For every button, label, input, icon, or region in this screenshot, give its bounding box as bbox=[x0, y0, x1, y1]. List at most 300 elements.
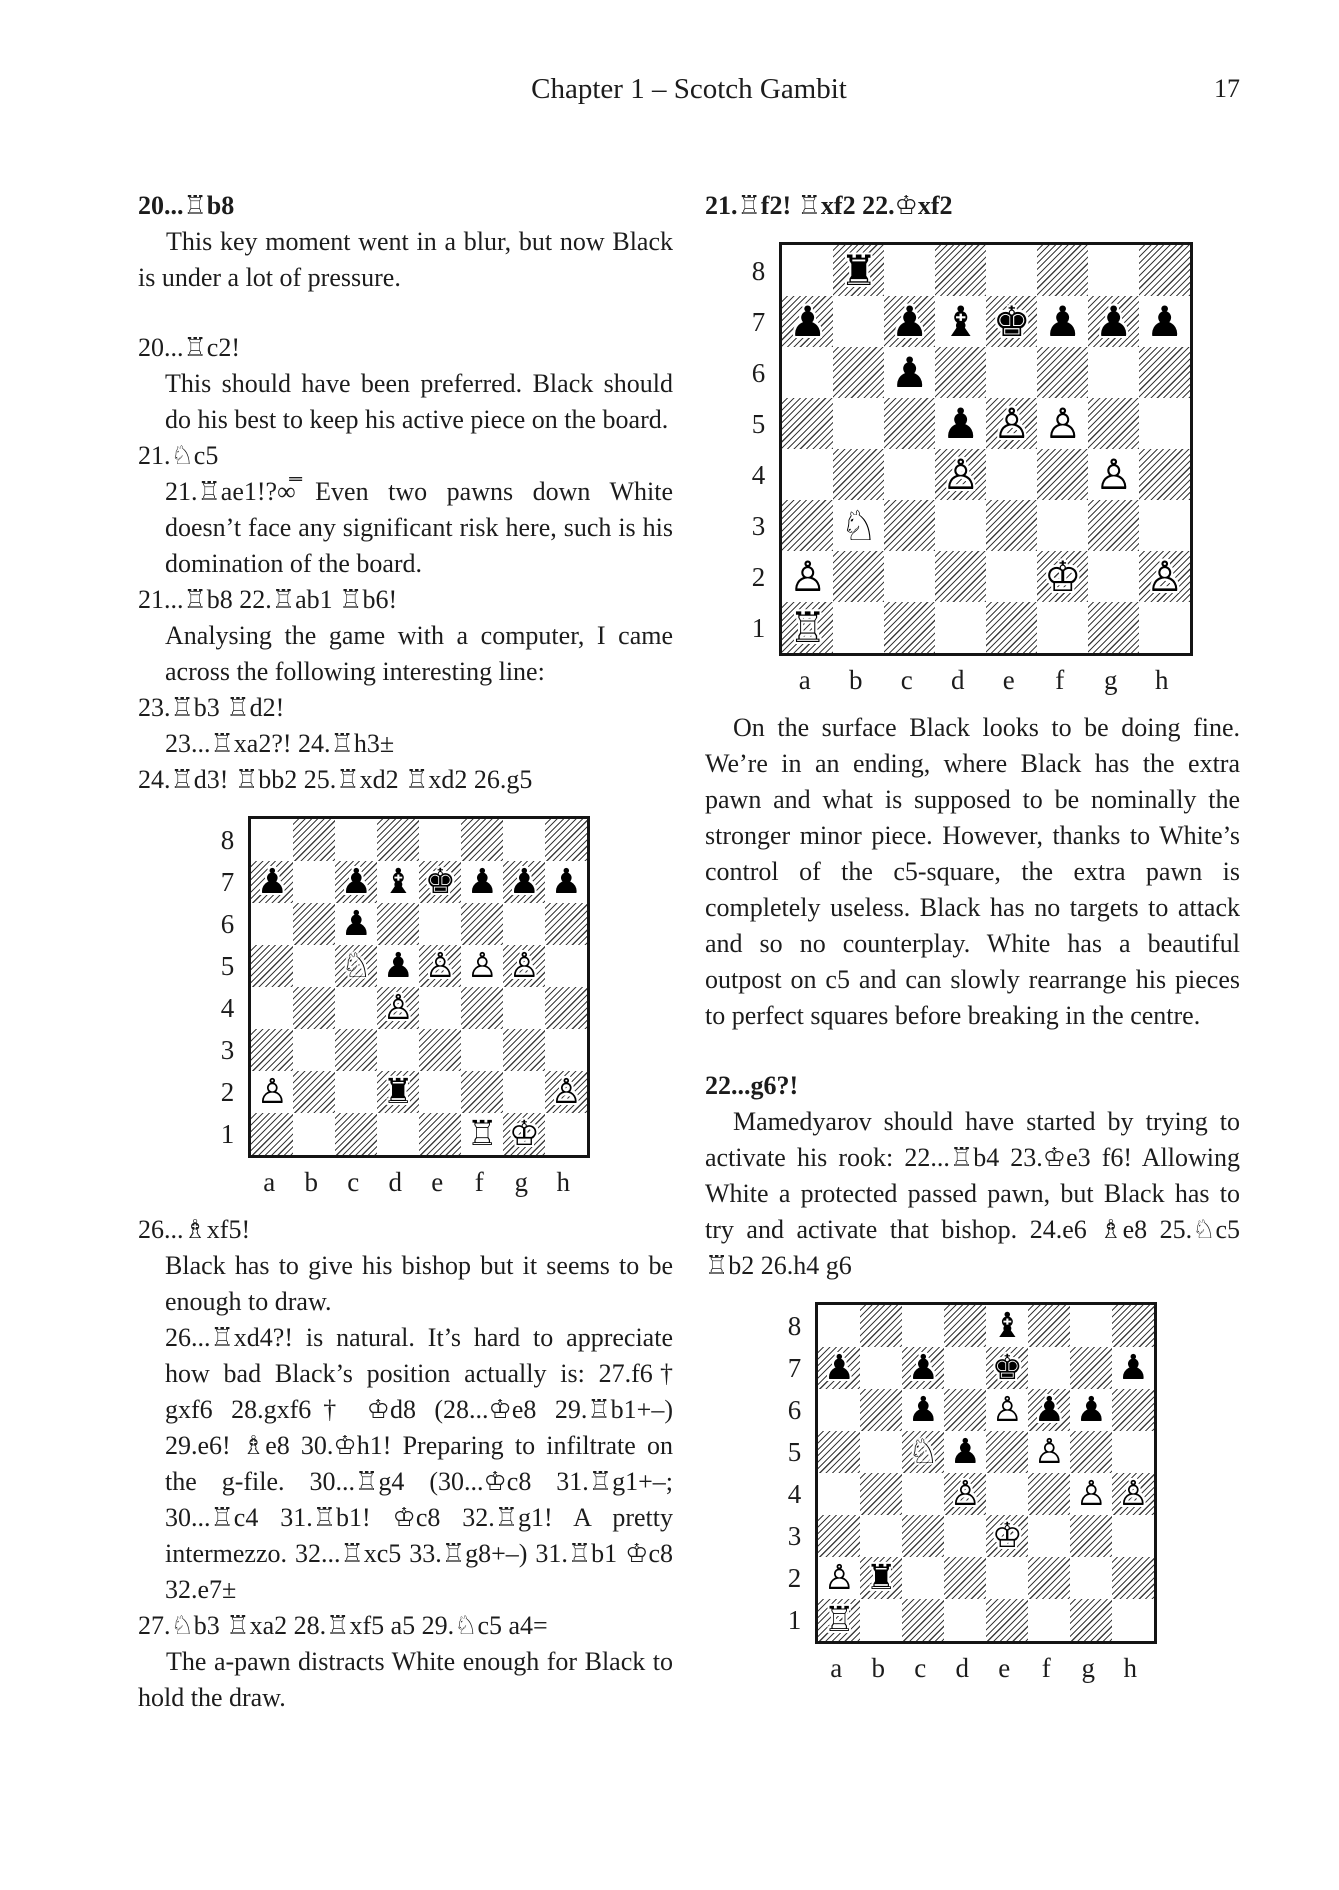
rank-label: 5 bbox=[751, 408, 766, 439]
rank-label: 8 bbox=[220, 825, 235, 855]
variation-move-line: 20...♖c2! bbox=[138, 333, 241, 362]
board-square bbox=[1070, 1557, 1112, 1599]
chess-board bbox=[815, 1302, 1157, 1644]
file-label: b bbox=[871, 1653, 885, 1683]
board-square bbox=[377, 987, 419, 1029]
rank-label: 5 bbox=[220, 951, 235, 981]
rank-label: 4 bbox=[787, 1479, 802, 1509]
board-square bbox=[944, 1347, 986, 1389]
board-square bbox=[782, 398, 833, 449]
variation-move-line: 26...♗xf5! bbox=[138, 1215, 251, 1244]
rank-label: 6 bbox=[220, 909, 235, 939]
board-square bbox=[986, 602, 1037, 653]
move-heading: 22...g6?! bbox=[705, 1071, 799, 1100]
board-square bbox=[461, 1113, 503, 1155]
board-square bbox=[860, 1389, 902, 1431]
black-pawn-icon: ♟ bbox=[382, 945, 414, 986]
board-square bbox=[545, 987, 587, 1029]
file-label: e bbox=[998, 1653, 1011, 1683]
commentary: Black has to give his bishop but it seems to be enough to draw. bbox=[165, 1251, 673, 1316]
white-pawn-icon: ♙ bbox=[949, 1473, 981, 1514]
rank-label: 5 bbox=[787, 1437, 802, 1467]
variation-move-line: 24.♖d3! ♖bb2 25.♖xd2 ♖xd2 26.g5 bbox=[138, 765, 533, 794]
white-knight-icon: ♘ bbox=[340, 945, 372, 986]
board-square bbox=[335, 987, 377, 1029]
white-pawn-icon: ♙ bbox=[550, 1071, 582, 1112]
black-king-icon: ♚ bbox=[424, 861, 456, 902]
board-square bbox=[1037, 347, 1088, 398]
black-rook-icon: ♜ bbox=[382, 1071, 414, 1112]
board-square bbox=[833, 347, 884, 398]
white-pawn-icon: ♙ bbox=[1044, 398, 1082, 448]
white-pawn-icon: ♙ bbox=[508, 945, 540, 986]
rank-labels bbox=[788, 1302, 816, 1644]
white-pawn-icon: ♙ bbox=[1095, 449, 1133, 499]
board-square bbox=[1070, 1431, 1112, 1473]
board-square bbox=[377, 861, 419, 903]
black-pawn-icon: ♟ bbox=[1033, 1389, 1065, 1430]
file-label: b bbox=[304, 1167, 318, 1197]
board-square bbox=[1070, 1347, 1112, 1389]
board-square bbox=[1112, 1305, 1154, 1347]
board-square bbox=[902, 1557, 944, 1599]
rank-label: 2 bbox=[787, 1563, 802, 1593]
rank-label: 7 bbox=[751, 306, 766, 337]
board-square bbox=[986, 1389, 1028, 1431]
board-square bbox=[884, 551, 935, 602]
file-label: e bbox=[431, 1167, 444, 1197]
white-pawn-icon: ♙ bbox=[942, 449, 980, 499]
chess-board bbox=[779, 242, 1193, 656]
board-square bbox=[335, 861, 377, 903]
board-square bbox=[461, 1029, 503, 1071]
board-square bbox=[1028, 1431, 1070, 1473]
board-square bbox=[860, 1473, 902, 1515]
black-pawn-icon: ♟ bbox=[942, 398, 980, 448]
board-square bbox=[461, 1071, 503, 1113]
board-square bbox=[1028, 1389, 1070, 1431]
white-king-icon: ♔ bbox=[508, 1113, 540, 1154]
board-square bbox=[944, 1557, 986, 1599]
file-label: d bbox=[951, 665, 965, 695]
board-square bbox=[986, 245, 1037, 296]
board-square bbox=[293, 1113, 335, 1155]
rank-label: 3 bbox=[220, 1035, 235, 1065]
board-square bbox=[1028, 1305, 1070, 1347]
white-rook-icon: ♖ bbox=[789, 602, 827, 652]
board-square bbox=[545, 1113, 587, 1155]
black-pawn-icon: ♟ bbox=[508, 861, 540, 902]
board-square bbox=[833, 500, 884, 551]
commentary: 23...♖xa2?! 24.♖h3± bbox=[165, 729, 395, 758]
board-square bbox=[944, 1389, 986, 1431]
board-square bbox=[545, 819, 587, 861]
variation-move-line: 21...♖b8 22.♖ab1 ♖b6! bbox=[138, 585, 398, 614]
chess-diagram-after-22Kxf2 bbox=[705, 242, 1240, 698]
white-knight-icon: ♘ bbox=[840, 500, 878, 550]
board-square bbox=[377, 945, 419, 987]
black-pawn-icon: ♟ bbox=[891, 296, 929, 346]
board-square bbox=[1139, 245, 1190, 296]
board-square bbox=[503, 945, 545, 987]
board-square bbox=[1139, 449, 1190, 500]
board-square bbox=[944, 1305, 986, 1347]
board-square bbox=[1070, 1473, 1112, 1515]
board-square bbox=[1139, 500, 1190, 551]
board-square bbox=[833, 296, 884, 347]
board-square bbox=[935, 296, 986, 347]
chess-board bbox=[248, 816, 590, 1158]
black-pawn-icon: ♟ bbox=[789, 296, 827, 346]
black-pawn-icon: ♟ bbox=[550, 861, 582, 902]
board-square bbox=[1070, 1599, 1112, 1641]
paragraph: Mamedyarov should have started by trying to activate his rook: 22...♖b4 23.♔e3 f6! Allowing White a protected passed pawn, but Black has to try and activate that bishop. 24.e6 ♗e8 25.♘c5 ♖b2 26.h4 g6 bbox=[705, 1107, 1240, 1280]
black-pawn-icon: ♟ bbox=[466, 861, 498, 902]
black-bishop-icon: ♝ bbox=[991, 1305, 1023, 1346]
white-pawn-icon: ♙ bbox=[466, 945, 498, 986]
file-label: h bbox=[1155, 665, 1169, 695]
file-label: f bbox=[1041, 1653, 1051, 1683]
page-header bbox=[138, 72, 1240, 106]
board-square bbox=[902, 1599, 944, 1641]
board-square bbox=[1037, 449, 1088, 500]
file-label: f bbox=[1055, 665, 1065, 695]
board-square bbox=[503, 1029, 545, 1071]
board-square bbox=[335, 819, 377, 861]
board-square bbox=[884, 602, 935, 653]
board-square bbox=[902, 1473, 944, 1515]
file-label: a bbox=[798, 665, 811, 695]
board-square bbox=[1028, 1347, 1070, 1389]
board-square bbox=[545, 903, 587, 945]
board-square bbox=[860, 1599, 902, 1641]
chess-diagram-after-26g6 bbox=[705, 1302, 1240, 1686]
board-square bbox=[884, 398, 935, 449]
board-square bbox=[818, 1305, 860, 1347]
white-king-icon: ♔ bbox=[1044, 551, 1082, 601]
board-square bbox=[884, 449, 935, 500]
board-square bbox=[860, 1515, 902, 1557]
board-square bbox=[419, 945, 461, 987]
board-square bbox=[419, 1113, 461, 1155]
right-column bbox=[705, 188, 1240, 1716]
board-square bbox=[782, 602, 833, 653]
black-pawn-icon: ♟ bbox=[907, 1389, 939, 1430]
rank-label: 1 bbox=[220, 1119, 235, 1149]
move-heading: 20...♖b8 bbox=[138, 191, 235, 220]
white-pawn-icon: ♙ bbox=[823, 1557, 855, 1598]
board-square bbox=[251, 1029, 293, 1071]
board-square bbox=[293, 861, 335, 903]
board-square bbox=[1112, 1557, 1154, 1599]
file-label: d bbox=[955, 1653, 969, 1683]
white-pawn-icon: ♙ bbox=[993, 398, 1031, 448]
board-square bbox=[782, 551, 833, 602]
file-labels bbox=[779, 656, 1193, 698]
board-square bbox=[782, 449, 833, 500]
paragraph: On the surface Black looks to be doing fine. We’re in an ending, where Black has the extra pawn and what is supposed to be nominally the stronger minor piece. However, thanks to White’s control of the c5-square, the extra pawn is completely useless. Black has no targets to attack and so no counterplay. White has a beautiful outpost on c5 and can slowly rearrange his pieces to perfect squares before breaking in the centre. bbox=[705, 713, 1240, 1030]
rank-label: 2 bbox=[220, 1077, 235, 1107]
board-square bbox=[833, 398, 884, 449]
file-label: c bbox=[347, 1167, 360, 1197]
board-square bbox=[860, 1305, 902, 1347]
board-square bbox=[986, 1599, 1028, 1641]
rank-label: 3 bbox=[787, 1521, 802, 1551]
board-square bbox=[335, 1071, 377, 1113]
board-square bbox=[935, 551, 986, 602]
white-king-icon: ♔ bbox=[991, 1515, 1023, 1556]
board-square bbox=[986, 296, 1037, 347]
board-square bbox=[251, 903, 293, 945]
black-pawn-icon: ♟ bbox=[1095, 296, 1133, 346]
file-label: e bbox=[1002, 665, 1015, 695]
board-square bbox=[1037, 296, 1088, 347]
board-square bbox=[1112, 1599, 1154, 1641]
black-pawn-icon: ♟ bbox=[256, 861, 288, 902]
board-square bbox=[833, 245, 884, 296]
white-pawn-icon: ♙ bbox=[1117, 1473, 1149, 1514]
black-rook-icon: ♜ bbox=[865, 1557, 897, 1598]
black-pawn-icon: ♟ bbox=[1117, 1347, 1149, 1388]
board-square bbox=[986, 551, 1037, 602]
board-square bbox=[1112, 1515, 1154, 1557]
board-square bbox=[377, 1071, 419, 1113]
board-square bbox=[335, 1113, 377, 1155]
board-square bbox=[293, 903, 335, 945]
rank-labels bbox=[752, 242, 780, 656]
file-label: b bbox=[849, 665, 863, 695]
file-label: c bbox=[914, 1653, 927, 1683]
board-square bbox=[1088, 500, 1139, 551]
board-square bbox=[782, 500, 833, 551]
board-square bbox=[419, 987, 461, 1029]
white-pawn-icon: ♙ bbox=[256, 1071, 288, 1112]
rank-label: 2 bbox=[751, 561, 766, 592]
board-square bbox=[884, 296, 935, 347]
commentary: This should have been preferred. Black should do his best to keep his active piece on the board. bbox=[165, 369, 673, 434]
board-square bbox=[935, 347, 986, 398]
rank-label: 7 bbox=[787, 1353, 802, 1383]
board-square bbox=[251, 945, 293, 987]
board-square bbox=[251, 819, 293, 861]
board-square bbox=[503, 987, 545, 1029]
variation-move-line: 23.♖b3 ♖d2! bbox=[138, 693, 285, 722]
black-rook-icon: ♜ bbox=[840, 245, 878, 295]
board-square bbox=[377, 903, 419, 945]
board-square bbox=[884, 245, 935, 296]
board-square bbox=[251, 861, 293, 903]
white-pawn-icon: ♙ bbox=[1033, 1431, 1065, 1472]
commentary: 21.♖ae1!?∞̿ Even two pawns down White doesn’t face any significant risk here, such is his domination of the board. bbox=[165, 477, 673, 578]
board-square bbox=[419, 861, 461, 903]
page-number: 17 bbox=[1214, 74, 1240, 103]
board-square bbox=[935, 449, 986, 500]
board-square bbox=[986, 1431, 1028, 1473]
board-square bbox=[1088, 449, 1139, 500]
board-square bbox=[782, 245, 833, 296]
rank-label: 8 bbox=[751, 255, 766, 286]
board-square bbox=[503, 1113, 545, 1155]
two-column-layout bbox=[138, 188, 1240, 1716]
rank-label: 1 bbox=[751, 612, 766, 643]
chess-diagram-after-26g5 bbox=[138, 816, 673, 1200]
board-square bbox=[377, 1113, 419, 1155]
rank-label: 6 bbox=[787, 1395, 802, 1425]
board-square bbox=[902, 1431, 944, 1473]
rank-label: 7 bbox=[220, 867, 235, 897]
board-square bbox=[986, 1305, 1028, 1347]
black-bishop-icon: ♝ bbox=[942, 296, 980, 346]
board-square bbox=[818, 1557, 860, 1599]
board-square bbox=[1028, 1473, 1070, 1515]
board-square bbox=[461, 819, 503, 861]
board-square bbox=[833, 602, 884, 653]
board-square bbox=[1088, 551, 1139, 602]
file-labels bbox=[815, 1644, 1157, 1686]
file-label: a bbox=[263, 1167, 276, 1197]
white-pawn-icon: ♙ bbox=[1146, 551, 1184, 601]
board-square bbox=[860, 1557, 902, 1599]
board-square bbox=[986, 500, 1037, 551]
board-square bbox=[1088, 347, 1139, 398]
board-square bbox=[935, 398, 986, 449]
board-square bbox=[782, 296, 833, 347]
board-square bbox=[1088, 245, 1139, 296]
board-square bbox=[944, 1599, 986, 1641]
board-square bbox=[986, 1515, 1028, 1557]
board-square bbox=[1139, 347, 1190, 398]
file-label: h bbox=[556, 1167, 570, 1197]
commentary: Analysing the game with a computer, I came across the following interesting line: bbox=[165, 621, 673, 686]
board-square bbox=[377, 819, 419, 861]
board-square bbox=[833, 449, 884, 500]
file-label: g bbox=[1104, 665, 1118, 695]
board-square bbox=[818, 1599, 860, 1641]
board-square bbox=[986, 398, 1037, 449]
board-square bbox=[293, 1071, 335, 1113]
black-pawn-icon: ♟ bbox=[340, 861, 372, 902]
rank-label: 8 bbox=[787, 1311, 802, 1341]
board-square bbox=[1088, 398, 1139, 449]
board-square bbox=[1112, 1473, 1154, 1515]
board-square bbox=[902, 1305, 944, 1347]
board-square bbox=[1070, 1515, 1112, 1557]
board-square bbox=[461, 861, 503, 903]
file-label: f bbox=[474, 1167, 484, 1197]
rank-label: 3 bbox=[751, 510, 766, 541]
board-square bbox=[1139, 296, 1190, 347]
board-square bbox=[986, 1557, 1028, 1599]
board-square bbox=[293, 945, 335, 987]
file-labels bbox=[248, 1158, 590, 1200]
variation-move-line: 21.♘c5 bbox=[138, 441, 219, 470]
board-square bbox=[419, 1029, 461, 1071]
black-pawn-icon: ♟ bbox=[891, 347, 929, 397]
board-square bbox=[1112, 1389, 1154, 1431]
vertical-gap bbox=[705, 1034, 1240, 1068]
board-square bbox=[335, 1029, 377, 1071]
variation-move-line: 27.♘b3 ♖xa2 28.♖xf5 a5 29.♘c5 a4= bbox=[138, 1611, 548, 1640]
white-pawn-icon: ♙ bbox=[1075, 1473, 1107, 1514]
black-pawn-icon: ♟ bbox=[823, 1347, 855, 1388]
board-square bbox=[251, 987, 293, 1029]
white-pawn-icon: ♙ bbox=[789, 551, 827, 601]
vertical-gap bbox=[138, 296, 673, 330]
board-square bbox=[293, 1029, 335, 1071]
board-square bbox=[377, 1029, 419, 1071]
board-square bbox=[944, 1515, 986, 1557]
board-square bbox=[902, 1515, 944, 1557]
board-square bbox=[1037, 551, 1088, 602]
white-knight-icon: ♘ bbox=[907, 1431, 939, 1472]
rank-label: 4 bbox=[751, 459, 766, 490]
board-square bbox=[293, 987, 335, 1029]
board-square bbox=[833, 551, 884, 602]
commentary: 26...♖xd4?! is natural. It’s hard to appreciate how bad Black’s position actually is: 27.f6† gxf6 28.gxf6† ♔d8 (28...♔e8 29.♖b1+–) 29.e6! ♗e8 30.♔h1! Preparing to infiltrate on the g-file. 30...♖g4 (30...♔c8 31.♖g1+–; 30...♖c4 31.♖b1! ♔c8 32.♖g1! A pretty intermezzo. 32...♖xc5 33.♖g8+–) 31.♖b1 ♔c8 32.e7± bbox=[165, 1323, 673, 1604]
board-square bbox=[251, 1071, 293, 1113]
rank-label: 1 bbox=[787, 1605, 802, 1635]
black-pawn-icon: ♟ bbox=[340, 903, 372, 944]
board-square bbox=[1112, 1431, 1154, 1473]
board-square bbox=[935, 245, 986, 296]
board-square bbox=[818, 1473, 860, 1515]
board-square bbox=[902, 1389, 944, 1431]
board-square bbox=[1088, 602, 1139, 653]
board-square bbox=[782, 347, 833, 398]
board-square bbox=[986, 449, 1037, 500]
board-square bbox=[818, 1389, 860, 1431]
board-square bbox=[935, 602, 986, 653]
board-square bbox=[818, 1431, 860, 1473]
white-pawn-icon: ♙ bbox=[382, 987, 414, 1028]
board-square bbox=[1037, 245, 1088, 296]
board-square bbox=[1037, 398, 1088, 449]
file-label: c bbox=[900, 665, 913, 695]
file-label: g bbox=[1081, 1653, 1095, 1683]
board-square bbox=[1139, 551, 1190, 602]
white-rook-icon: ♖ bbox=[823, 1599, 855, 1640]
board-square bbox=[884, 347, 935, 398]
board-square bbox=[986, 1347, 1028, 1389]
paragraph: The a-pawn distracts White enough for Black to hold the draw. bbox=[138, 1647, 673, 1712]
black-pawn-icon: ♟ bbox=[1146, 296, 1184, 346]
white-rook-icon: ♖ bbox=[466, 1113, 498, 1154]
board-square bbox=[503, 861, 545, 903]
move-heading: 21.♖f2! ♖xf2 22.♔xf2 bbox=[705, 191, 953, 220]
chapter-title: Chapter 1 – Scotch Gambit bbox=[531, 73, 847, 105]
white-pawn-icon: ♙ bbox=[424, 945, 456, 986]
file-label: d bbox=[388, 1167, 402, 1197]
board-square bbox=[545, 1071, 587, 1113]
board-square bbox=[545, 1029, 587, 1071]
board-square bbox=[935, 500, 986, 551]
board-square bbox=[1070, 1305, 1112, 1347]
board-square bbox=[503, 1071, 545, 1113]
file-label: g bbox=[514, 1167, 528, 1197]
white-pawn-icon: ♙ bbox=[991, 1389, 1023, 1430]
black-king-icon: ♚ bbox=[991, 1347, 1023, 1388]
black-pawn-icon: ♟ bbox=[907, 1347, 939, 1388]
board-square bbox=[1139, 602, 1190, 653]
board-square bbox=[986, 347, 1037, 398]
left-column bbox=[138, 188, 673, 1716]
board-square bbox=[251, 1113, 293, 1155]
board-square bbox=[1112, 1347, 1154, 1389]
board-square bbox=[902, 1347, 944, 1389]
board-square bbox=[293, 819, 335, 861]
black-pawn-icon: ♟ bbox=[1044, 296, 1082, 346]
board-square bbox=[1028, 1515, 1070, 1557]
